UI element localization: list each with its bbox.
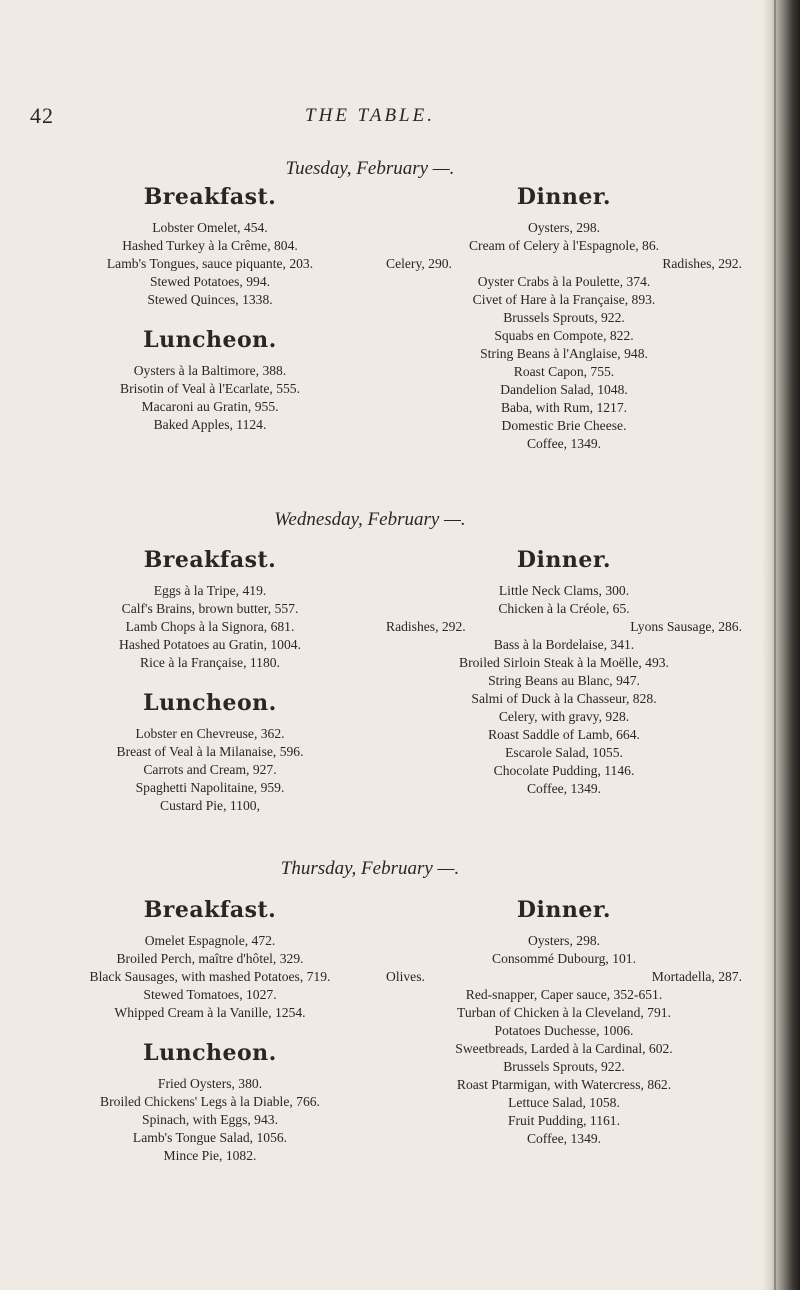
meal-title-breakfast: Breakfast.	[143, 547, 277, 573]
menu-item: Spaghetti Napolitaine, 959.	[135, 780, 285, 795]
menu-item: Black Sausages, with mashed Potatoes, 719.	[89, 969, 331, 984]
menu-item: Salmi of Duck à la Chasseur, 828.	[471, 691, 657, 706]
menu-item: Lamb's Tongues, sauce piquante, 203.	[106, 256, 314, 271]
menu-item-pair	[384, 618, 744, 636]
menu-item: Turban of Chicken à la Cleveland, 791.	[457, 1005, 671, 1020]
menu-item: Coffee, 1349.	[526, 436, 602, 451]
menu-item: Celery, with gravy, 928.	[498, 709, 630, 724]
menu-item: Broiled Sirloin Steak à la Moëlle, 493.	[459, 655, 669, 670]
day-heading-wednesday: Wednesday, February —.	[274, 509, 466, 530]
meal-title-breakfast: Breakfast.	[143, 897, 277, 923]
menu-item-right: Lyons Sausage, 286.	[630, 619, 742, 634]
menu-item: Custard Pie, 1100,	[160, 798, 260, 813]
meal-title-breakfast: Breakfast.	[143, 184, 277, 210]
menu-item: Coffee, 1349.	[526, 781, 602, 796]
menu-item: Domestic Brie Cheese.	[501, 418, 627, 433]
meal-title-dinner: Dinner.	[516, 184, 612, 210]
menu-item: Baked Apples, 1124.	[153, 417, 267, 432]
menu-item: Lamb Chops à la Signora, 681.	[125, 619, 295, 634]
menu-item: Oysters, 298.	[527, 220, 601, 235]
wednesday-right-column	[384, 547, 744, 798]
menu-item: String Beans au Blanc, 947.	[488, 673, 640, 688]
menu-item: Civet of Hare à la Française, 893.	[472, 292, 656, 307]
menu-item: Lobster Omelet, 454.	[152, 220, 268, 235]
menu-item: Fruit Pudding, 1161.	[507, 1113, 621, 1128]
menu-item: Consommé Dubourg, 101.	[492, 951, 636, 966]
menu-item: Coffee, 1349.	[526, 1131, 602, 1146]
wednesday-left-column	[40, 547, 380, 815]
meal-title-dinner: Dinner.	[516, 897, 612, 923]
scan-artifact-dot	[762, 645, 767, 650]
menu-item: Brussels Sprouts, 922.	[503, 310, 625, 325]
menu-item: Stewed Tomatoes, 1027.	[143, 987, 277, 1002]
menu-item: Fried Oysters, 380.	[157, 1076, 263, 1091]
menu-item-right: Mortadella, 287.	[651, 969, 742, 984]
menu-item: Spinach, with Eggs, 943.	[142, 1112, 278, 1127]
day-heading-tuesday: Tuesday, February —.	[285, 158, 455, 179]
menu-item: Baba, with Rum, 1217.	[500, 400, 628, 415]
menu-item-left: Radishes, 292.	[386, 619, 466, 634]
thursday-left-column	[40, 897, 380, 1165]
meal-title-dinner: Dinner.	[516, 547, 612, 573]
page-number: 42	[30, 103, 54, 128]
menu-item: Squabs en Compote, 822.	[494, 328, 634, 343]
menu-item: Oysters, 298.	[527, 933, 601, 948]
menu-item: Hashed Turkey à la Crême, 804.	[122, 238, 298, 253]
menu-item: Whipped Cream à la Vanille, 1254.	[114, 1005, 306, 1020]
tuesday-right-column	[384, 184, 744, 453]
menu-item: Escarole Salad, 1055.	[505, 745, 623, 760]
menu-item: Hashed Potatoes au Gratin, 1004.	[119, 637, 301, 652]
menu-item: Roast Saddle of Lamb, 664.	[488, 727, 640, 742]
menu-item: Bass à la Bordelaise, 341.	[493, 637, 635, 652]
menu-item: Oysters à la Baltimore, 388.	[133, 363, 287, 378]
menu-item: Mince Pie, 1082.	[163, 1148, 257, 1163]
menu-item: Roast Ptarmigan, with Watercress, 862.	[456, 1077, 672, 1092]
running-head: THE TABLE.	[305, 105, 435, 126]
menu-item: Roast Capon, 755.	[513, 364, 615, 379]
menu-item: Little Neck Clams, 300.	[498, 583, 630, 598]
meal-title-luncheon: Luncheon.	[143, 690, 277, 716]
menu-item: Lamb's Tongue Salad, 1056.	[132, 1130, 288, 1145]
thursday-right-column	[384, 897, 744, 1148]
menu-item: Breast of Veal à la Milanaise, 596.	[116, 744, 304, 759]
menu-item: Red-snapper, Caper sauce, 352-651.	[465, 987, 663, 1002]
menu-item: String Beans à l'Anglaise, 948.	[480, 346, 648, 361]
menu-item: Broiled Chickens' Legs à la Diable, 766.	[100, 1094, 320, 1109]
scan-artifact-dot	[762, 565, 767, 570]
day-heading-thursday: Thursday, February —.	[280, 858, 460, 879]
meal-title-luncheon: Luncheon.	[143, 1040, 277, 1066]
menu-item: Chicken à la Créole, 65.	[498, 601, 630, 616]
menu-item: Calf's Brains, brown butter, 557.	[121, 601, 299, 616]
menu-item: Broiled Perch, maître d'hôtel, 329.	[116, 951, 304, 966]
scan-binding-edge	[762, 0, 800, 1290]
menu-item: Macaroni au Gratin, 955.	[141, 399, 279, 414]
menu-item: Rice à la Française, 1180.	[140, 655, 280, 670]
menu-item: Potatoes Duchesse, 1006.	[494, 1023, 634, 1038]
tuesday-left-column	[40, 184, 380, 434]
menu-item: Sweetbreads, Larded à la Cardinal, 602.	[455, 1041, 673, 1056]
menu-item-pair	[384, 255, 744, 273]
binding-line	[774, 0, 776, 1290]
menu-item: Cream of Celery à l'Espagnole, 86.	[468, 238, 660, 253]
menu-item: Carrots and Cream, 927.	[143, 762, 277, 777]
menu-item: Chocolate Pudding, 1146.	[493, 763, 635, 778]
meal-title-luncheon: Luncheon.	[143, 327, 277, 353]
menu-item: Brussels Sprouts, 922.	[503, 1059, 625, 1074]
menu-item: Stewed Quinces, 1338.	[147, 292, 273, 307]
menu-item-left: Celery, 290.	[386, 256, 452, 271]
menu-item: Dandelion Salad, 1048.	[500, 382, 628, 397]
menu-item-left: Olives.	[386, 969, 425, 984]
menu-item-pair	[384, 968, 744, 986]
menu-item: Stewed Potatoes, 994.	[149, 274, 271, 289]
menu-item: Lettuce Salad, 1058.	[508, 1095, 620, 1110]
menu-item: Omelet Espagnole, 472.	[144, 933, 276, 948]
menu-item: Brisotin of Veal à l'Ecarlate, 555.	[120, 381, 300, 396]
menu-item: Eggs à la Tripe, 419.	[153, 583, 267, 598]
menu-item-right: Radishes, 292.	[662, 256, 742, 271]
menu-item: Oyster Crabs à la Poulette, 374.	[477, 274, 651, 289]
menu-item: Lobster en Chevreuse, 362.	[135, 726, 285, 741]
